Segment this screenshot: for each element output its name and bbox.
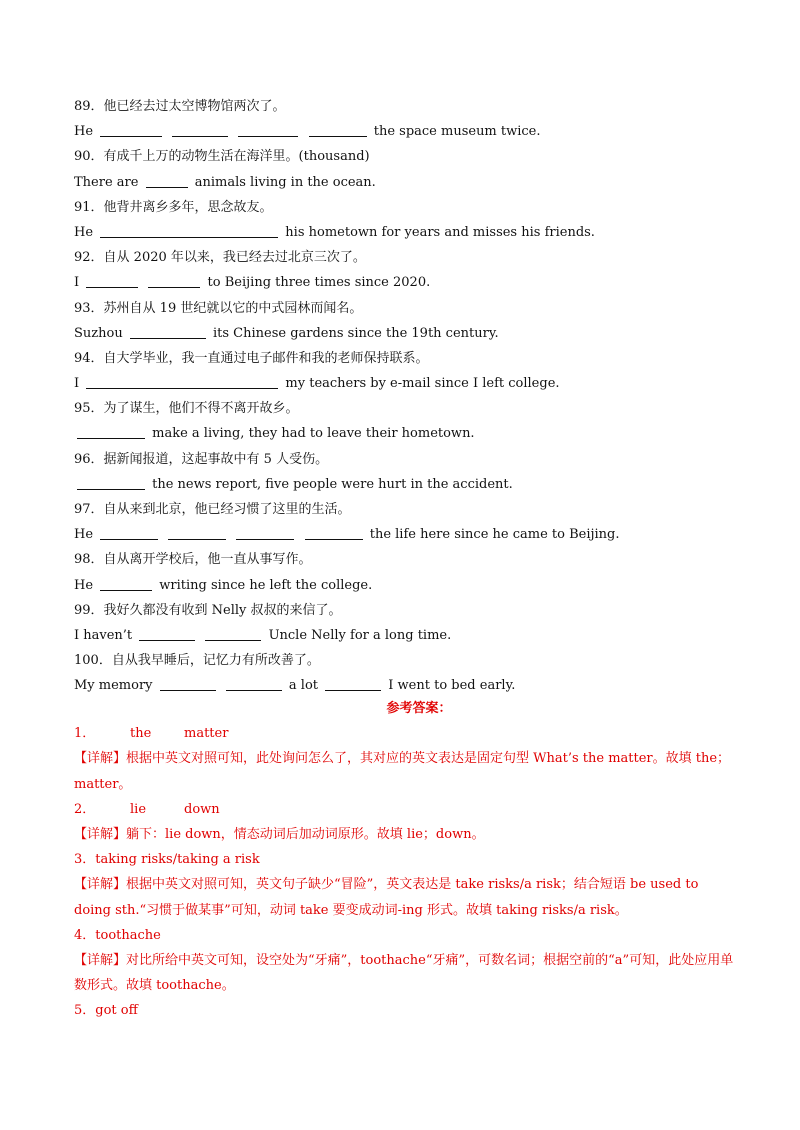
sentence-text: Uncle Nelly for a long time. — [264, 627, 452, 643]
sentence-text: Suzhou — [74, 325, 127, 341]
question-english — [74, 321, 744, 346]
sentence-text: I went to bed early. — [384, 678, 516, 694]
answer-item — [74, 923, 734, 948]
answer-detail: 【详解】躺下：lie down，情态动词后加动词原形。故填 lie；down。 — [74, 826, 485, 842]
answer-blank[interactable] — [172, 122, 228, 137]
answer-blank[interactable] — [168, 525, 226, 540]
sentence-text — [301, 124, 305, 139]
question-chinese: 94．自大学毕业，我一直通过电子邮件和我的老师保持联系。 — [74, 350, 429, 366]
answer-blank[interactable] — [139, 626, 195, 641]
question-chinese: 90．有成千上万的动物生活在海洋里。(thousand) — [74, 149, 370, 165]
answer-blank[interactable] — [77, 475, 145, 490]
sentence-text — [229, 527, 233, 542]
sentence-text: He — [74, 577, 98, 593]
answer-detail: 【详解】根据中英文对照可知，英文句子缺少“冒险”，英文表达是 take risks/a risk；结合短语 be used to doing sth.“习惯于做某事”可知，动词 take 要变成动词-ing 形式。故填 taking risks/a risk。 — [74, 877, 699, 918]
answer-detail: 【详解】根据中英文对照可知，此处询问怎么了，其对应的英文表达是固定句型 What’s the matter。故填 the；matter。 — [74, 751, 731, 792]
answer-word: the — [130, 726, 152, 742]
answer-item — [74, 847, 734, 872]
question-english — [74, 573, 744, 598]
sentence-text: animals living in the ocean. — [190, 174, 376, 190]
sentence-text: My memory — [74, 678, 157, 694]
question-chinese: 100．自从我早睡后，记忆力有所改善了。 — [74, 653, 320, 669]
answer-blank[interactable] — [236, 525, 294, 540]
sentence-text: He — [74, 224, 98, 240]
answer-number: 5．got off — [74, 1003, 138, 1019]
sentence-text: its Chinese gardens since the 19th century. — [208, 325, 499, 341]
answer-number: 2． — [74, 801, 96, 817]
answer-blank[interactable] — [305, 525, 363, 540]
question-chinese: 93．苏州自从 19 世纪就以它的中式园林而闻名。 — [74, 300, 363, 316]
sentence-text — [141, 275, 145, 290]
sentence-text: my teachers by e-mail since I left college. — [281, 376, 560, 392]
answer-word: matter — [184, 726, 229, 742]
question-chinese: 92．自从 2020 年以来，我已经去过北京三次了。 — [74, 250, 366, 266]
question-english — [74, 170, 744, 195]
answer-number: 1． — [74, 726, 96, 742]
answer-blank[interactable] — [238, 122, 298, 137]
answer-blank[interactable] — [226, 676, 282, 691]
answer-blank[interactable] — [130, 324, 206, 339]
question-english — [74, 220, 744, 245]
sentence-text: to Beijing three times since 2020. — [203, 275, 431, 291]
sentence-text: He — [74, 527, 98, 543]
question-chinese: 98．自从离开学校后，他一直从事写作。 — [74, 552, 312, 568]
answer-blank[interactable] — [77, 424, 145, 439]
answer-word: lie — [130, 801, 147, 817]
answer-number: 4．toothache — [74, 927, 161, 943]
sentence-text: He — [74, 124, 98, 140]
answer-blank[interactable] — [160, 676, 216, 691]
sentence-text: I haven’t — [74, 627, 137, 643]
sentence-text — [198, 628, 202, 643]
question-chinese: 99．我好久都没有收到 Nelly 叔叔的来信了。 — [74, 602, 342, 618]
question-chinese: 96．据新闻报道，这起事故中有 5 人受伤。 — [74, 451, 329, 467]
answer-blank[interactable] — [100, 576, 152, 591]
sentence-text — [165, 124, 169, 139]
sentence-text: make a living, they had to leave their hometown. — [148, 426, 475, 442]
answer-word: down — [184, 801, 220, 817]
question-english — [74, 421, 744, 446]
sentence-text — [297, 527, 301, 542]
question-list — [74, 94, 744, 699]
sentence-text: I — [74, 275, 84, 291]
answer-item — [74, 721, 734, 746]
answer-blank[interactable] — [100, 223, 278, 238]
sentence-text: writing since he left the college. — [155, 577, 373, 593]
sentence-text: There are — [74, 174, 143, 190]
answer-blank[interactable] — [86, 374, 278, 389]
question-english — [74, 623, 744, 648]
answer-blank[interactable] — [325, 676, 381, 691]
question-english — [74, 673, 744, 698]
answer-blank[interactable] — [205, 626, 261, 641]
answer-section — [74, 696, 734, 1024]
answer-item — [74, 998, 734, 1023]
answer-blank[interactable] — [148, 273, 200, 288]
question-chinese: 97．自从来到北京，他已经习惯了这里的生活。 — [74, 502, 351, 517]
question-english — [74, 270, 744, 295]
sentence-text: the news report, five people were hurt in the accident. — [148, 476, 513, 492]
sentence-text — [219, 678, 223, 693]
question-english — [74, 119, 744, 144]
sentence-text — [161, 527, 165, 542]
answer-blank[interactable] — [309, 122, 367, 137]
sentence-text: the space museum twice. — [369, 124, 541, 140]
question-chinese: 95．为了谋生，他们不得不离开故乡。 — [74, 401, 299, 417]
sentence-text: his hometown for years and misses his friends. — [281, 224, 595, 240]
answer-blank[interactable] — [100, 525, 158, 540]
sentence-text: the life here since he came to Beijing. — [365, 527, 620, 543]
question-english — [74, 472, 744, 497]
question-chinese: 91．他背井离乡多年，思念故友。 — [74, 199, 273, 215]
answer-number: 3．taking risks/taking a risk — [74, 852, 260, 868]
answer-item — [74, 797, 734, 822]
question-english — [74, 522, 744, 547]
answer-detail: 【详解】对比所给中英文可知，设空处为“牙痛”，toothache“牙痛”，可数名词；根据空前的“a”可知，此处应用单数形式。故填 toothache。 — [74, 952, 734, 994]
sentence-text: I — [74, 376, 84, 392]
question-english — [74, 371, 744, 396]
answer-list — [74, 721, 734, 1023]
sentence-text — [231, 124, 235, 139]
sentence-text: a lot — [284, 678, 323, 694]
answer-blank[interactable] — [86, 273, 138, 288]
answer-blank[interactable] — [146, 173, 188, 188]
question-chinese: 89．他已经去过太空博物馆两次了。 — [74, 99, 286, 114]
answer-title: 参考答案： — [386, 701, 452, 716]
answer-blank[interactable] — [100, 122, 162, 137]
